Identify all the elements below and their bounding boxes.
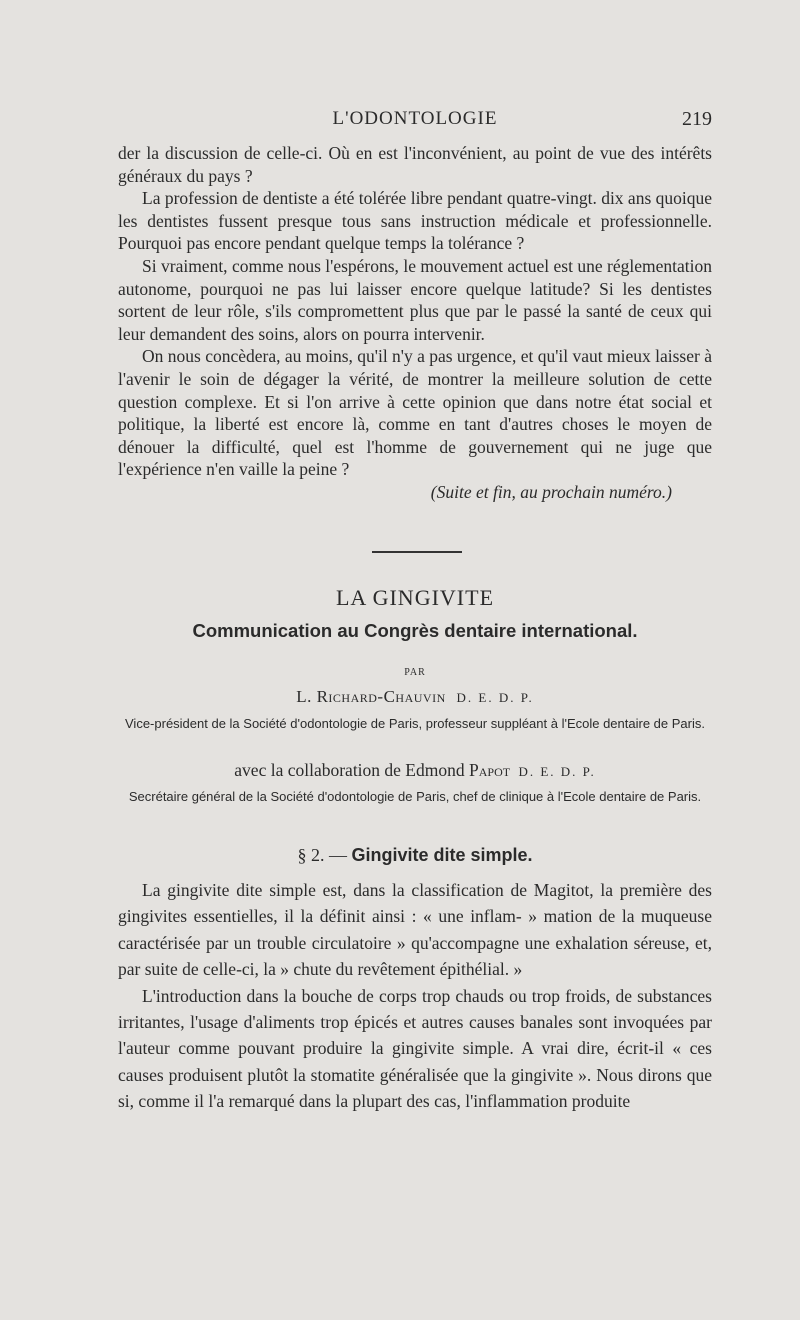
running-title: L'ODONTOLOGIE xyxy=(332,108,498,129)
author-initial: L. xyxy=(296,687,312,706)
author-degree: D. E. D. P. xyxy=(456,690,534,705)
article-subtitle: Communication au Congrès dentaire international. xyxy=(192,620,638,641)
collab-affiliation: Secrétaire général de la Société d'odontologie de Paris, chef de clinique à l'Ecole dentaire de Paris. xyxy=(128,789,702,804)
page-number: 219 xyxy=(682,108,712,130)
collab-name: Papot xyxy=(469,760,511,780)
byline-par: PAR xyxy=(404,667,426,678)
paragraph: der la discussion de celle-ci. Où en est l'inconvénient, au point de vue des intérêts généraux du pays ? xyxy=(118,143,712,186)
paragraph: On nous concèdera, au moins, qu'il n'y a pas urgence, et qu'il vaut mieux laisser à l'avenir le soin de dégager la vérité, de montrer la meilleure solution de cette question complexe. Et si l'on arrive à cette opinion que dans notre état social et politique, la liberté est encore là, comme en tant d'autres choses le moyen de dénouer la difficulté, quel est l'homme de gouvernement qui ne juge que l'expérience n'en vaille la peine ? xyxy=(118,346,712,480)
paragraph: Si vraiment, comme nous l'espérons, le mouvement actuel est une réglementation autonome, pourquoi ne pas lui laisser encore quelque latitude? Si les dentistes sortent de leur rôle, s'ils compromettent plus que par le passé la santé de ceux qui leur demandent des soins, alors on pourra intervenir. xyxy=(118,255,712,344)
previous-article-text xyxy=(118,142,712,504)
paragraph: La gingivite dite simple est, dans la classification de Magitot, la première des gingivites essentielles, il la définit ainsi : « une inflam- » mation de la muqueuse caractérisée par un trouble circulatoire » qu'accompagne une exhalation séreuse, et, par suite de celle-ci, la » chute du revêtement épithélial. » xyxy=(118,880,712,980)
section-divider xyxy=(372,551,462,553)
collab-prefix: avec la collaboration de Edmond xyxy=(234,760,465,780)
author-affiliation: Vice-président de la Société d'odontologie de Paris, professeur suppléant à l'Ecole dentaire de Paris. xyxy=(125,716,705,731)
section-number: § 2. — xyxy=(297,845,347,865)
article-title: LA GINGIVITE xyxy=(335,585,495,610)
author-name: Richard-Chauvin xyxy=(316,687,446,706)
continuation-note: (Suite et fin, au prochain numéro.) xyxy=(430,481,672,502)
page-header xyxy=(118,108,712,138)
paragraph: L'introduction dans la bouche de corps trop chauds ou trop froids, de substances irritantes, l'usage d'aliments trop épicés et autres causes banales sont invoquées par l'auteur comme pouvant produire la gingivite simple. A vrai dire, écrit-il « ces causes produisent plutôt la stomatite généralisée que la gingivite ». Nous dirons que si, comme il l'a remarqué dans la plupart des cas, l'inflammation produite xyxy=(118,985,712,1112)
section-title: Gingivite dite simple. xyxy=(351,845,533,865)
article-body xyxy=(118,877,712,1115)
paragraph: La profession de dentiste a été tolérée libre pendant quatre-vingt. dix ans quoique les dentistes fussent presque tous sans instruction médicale et professionnelle. Pourquoi pas encore pendant quelque temps la tolérance ? xyxy=(118,188,713,254)
section-heading xyxy=(118,845,712,866)
collaboration-line xyxy=(118,760,712,781)
author-line xyxy=(118,687,712,707)
collab-degree: D. E. D. P. xyxy=(518,764,596,779)
